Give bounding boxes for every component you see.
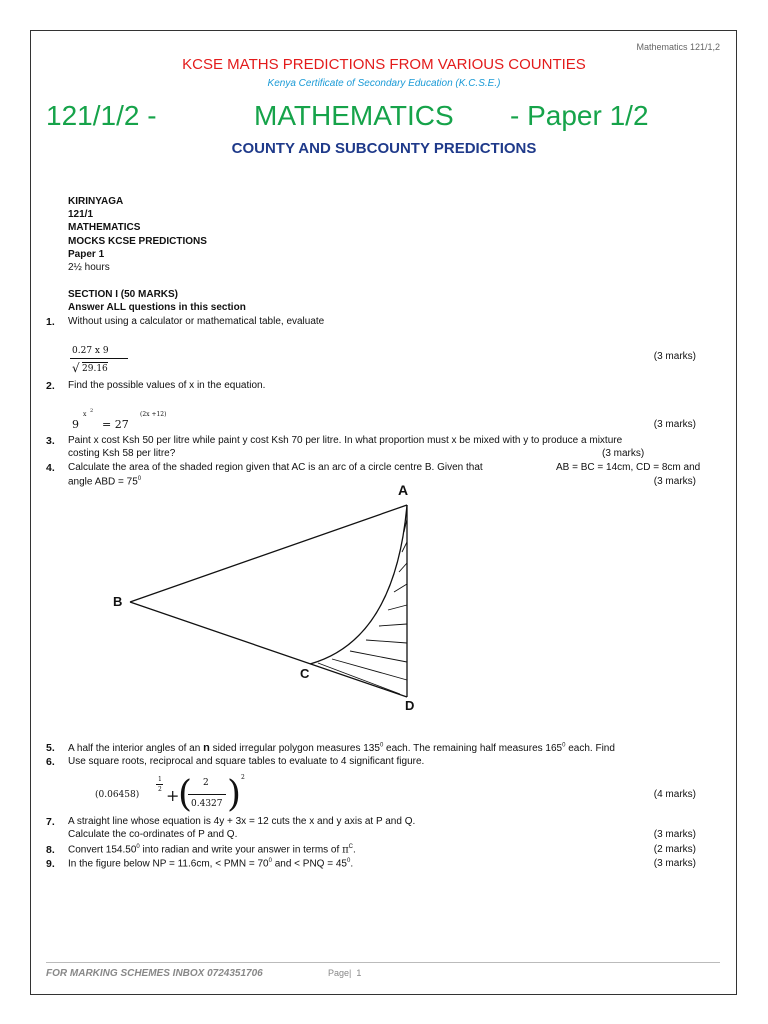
q6-frac-num: 2 [203,778,209,788]
q6-exp-den: 2 [158,786,162,793]
q2-text: Find the possible values of x in the equation. [68,380,266,391]
q3-line1: Paint x cost Ksh 50 per litre while paint y cost Ksh 70 per litre. In what proportion must x be mixed with y to produce a mixture [68,435,623,446]
label-c: C [300,666,310,681]
q1-sqrt-icon: √ [72,361,80,375]
q7-marks: (3 marks) [653,829,696,840]
q1-numerator: 0.27 x 9 [72,346,109,356]
footer-contact: FOR MARKING SCHEMES INBOX 0724351706 [46,968,263,979]
q6-base: (0.06458) [95,790,140,800]
arc-ac [310,505,407,664]
kcse-title: KCSE MATHS PREDICTIONS FROM VARIOUS COUNTIES [182,56,586,73]
q6-exp-bar [156,784,163,785]
line-ba [130,505,407,602]
q2-lhs: 9 [72,418,79,431]
meta-time: 2½ hours [68,262,110,273]
meta-county: KIRINYAGA [68,196,124,207]
q1-text: Without using a calculator or mathematical table, evaluate [68,316,325,327]
q8-text: Convert 154.50$^0$ into radian and write your answer in terms of $\pi^C$. [68,844,356,856]
q6-right-paren-icon: ) [227,774,242,815]
q2-lhs-exp2: 2 [90,408,94,414]
q4-line1a: Calculate the area of the shaded region given that AC is an arc of a circle centre B. Given that [68,462,483,473]
q7-number: 7. [46,816,55,828]
section-instruction: Answer ALL questions in this section [68,302,246,313]
q7-line1: A straight line whose equation is 4y + 3x = 12 cuts the x and y axis at P and Q. [68,816,416,827]
q4-line2: angle ABD = $75^0$ [68,476,142,488]
q4-marks: (3 marks) [653,476,696,487]
q5-number: 5. [46,742,55,754]
q2-number: 2. [46,380,55,392]
q6-frac-bar [188,794,226,795]
q2-lhs-exp: x [83,411,87,418]
q4-line1b: AB = BC = 14cm, CD = 8cm and [556,462,701,473]
q2-marks: (3 marks) [653,419,696,430]
shading-hatch [318,519,407,694]
q6-number: 6. [46,756,55,768]
paper-number: - Paper 1/2 [510,100,649,131]
paper-code: 121/1/2 - [46,100,157,131]
q3-line2: costing Ksh 58 per litre? [68,448,176,459]
q9-text: In the figure below NP = 11.6cm, < PMN = $70^0$ and < PNQ = $45^0$. [68,858,354,870]
q6-text: Use square roots, reciprocal and square tables to evaluate to 4 significant figure. [68,756,425,767]
meta-paper: Paper 1 [68,249,105,260]
q2-rhs-exp: (2x +12) [140,411,167,418]
label-b: B [113,594,123,609]
q9-marks: (3 marks) [653,858,696,869]
q6-power: 2 [241,774,245,781]
section-title: SECTION I (50 MARKS) [68,289,179,300]
line-bd [130,602,407,697]
q1-denominator: 29.16 [82,364,108,374]
q8-number: 8. [46,844,55,856]
q6-marks: (4 marks) [653,789,696,800]
running-header: Mathematics 121/1,2 [636,42,720,52]
meta-code: 121/1 [68,209,94,220]
footer-page: Page| 1 [328,968,362,978]
q6-left-paren-icon: ( [178,774,193,815]
county-heading: COUNTY AND SUBCOUNTY PREDICTIONS [231,140,537,157]
label-a: A [398,482,409,498]
q6-exp-num: 1 [158,776,162,783]
meta-subject: MATHEMATICS [68,222,141,233]
footer-divider [46,962,720,963]
q1-number: 1. [46,316,55,328]
q6-plus: + [166,786,180,805]
q1-marks: (3 marks) [653,351,696,362]
q7-line2: Calculate the co-ordinates of P and Q. [68,829,238,840]
q3-marks: (3 marks) [602,448,645,459]
q3-number: 3. [46,435,55,447]
q2-eq: = 27 [102,418,129,431]
meta-type: MOCKS KCSE PREDICTIONS [68,236,207,247]
q4-number: 4. [46,462,55,474]
q5-text: A half the interior angles of an n sided irregular polygon measures $135^0$ each. The remaining half measures $165^0$ each. Find [68,742,615,754]
q9-number: 9. [46,858,55,870]
q6-frac-den: 0.4327 [191,799,223,809]
paper-subject: MATHEMATICS [254,100,454,131]
q8-marks: (2 marks) [653,844,696,855]
label-d: D [405,698,415,713]
kcse-subtitle: Kenya Certificate of Secondary Education (K.C.S.E.) [267,78,501,89]
